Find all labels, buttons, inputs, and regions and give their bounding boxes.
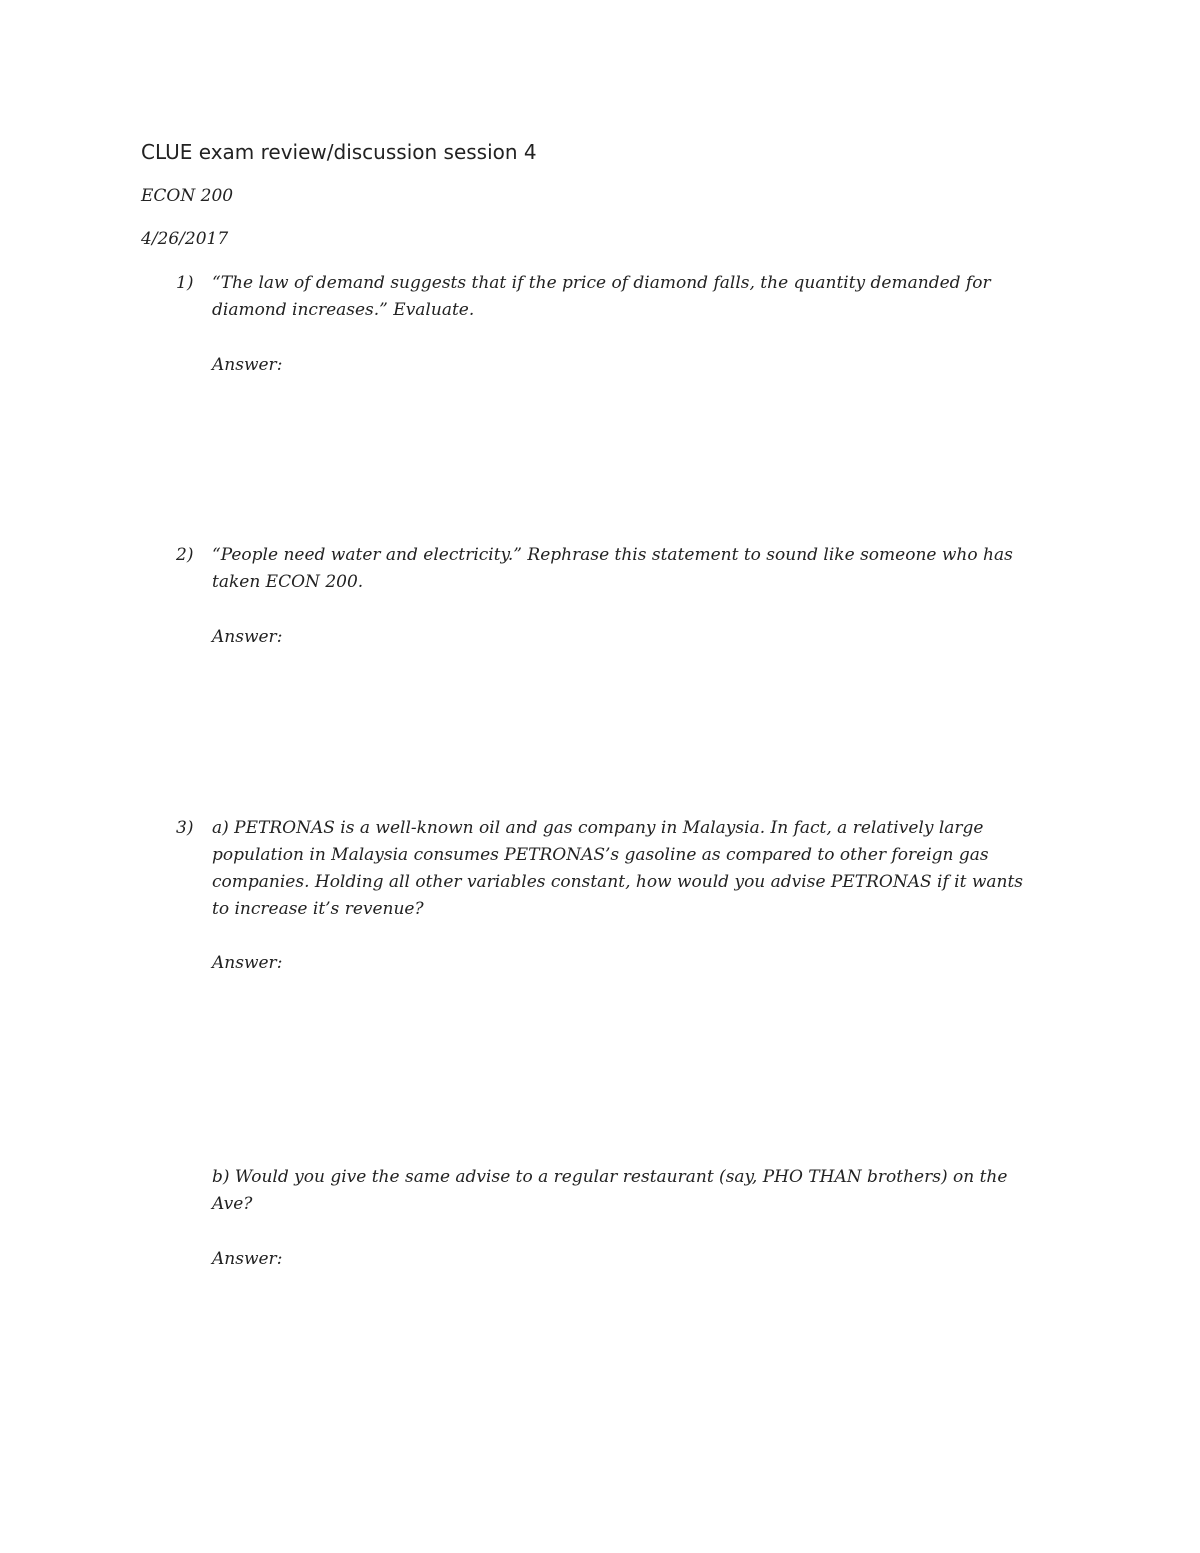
question-2-answer-label: Answer: xyxy=(212,627,283,647)
document-title: CLUE exam review/discussion session 4 xyxy=(141,140,537,164)
question-3b-answer-label: Answer: xyxy=(212,1249,283,1269)
question-3a-line-2: population in Malaysia consumes PETRONAS’s gasoline as compared to other foreign gas xyxy=(212,845,989,865)
question-1-line-2: diamond increases.” Evaluate. xyxy=(212,300,475,320)
question-2-number: 2) xyxy=(176,545,194,565)
question-3a-line-3: companies. Holding all other variables constant, how would you advise PETRONAS if it wants xyxy=(212,872,1024,892)
question-1-number: 1) xyxy=(176,273,194,293)
question-2-line-1: “People need water and electricity.” Rephrase this statement to sound like someone who has xyxy=(212,545,1013,565)
course-name: ECON 200 xyxy=(141,186,234,206)
question-3a-line-1: a) PETRONAS is a well-known oil and gas company in Malaysia. In fact, a relatively large xyxy=(212,818,984,838)
question-3a-answer-label: Answer: xyxy=(212,953,283,973)
document-date: 4/26/2017 xyxy=(141,229,229,249)
question-3b-line-1: b) Would you give the same advise to a regular restaurant (say, PHO THAN brothers) on the xyxy=(212,1167,1008,1187)
question-1-answer-label: Answer: xyxy=(212,355,283,375)
question-1-line-1: “The law of demand suggests that if the price of diamond falls, the quantity demanded for xyxy=(212,273,991,293)
question-2-line-2: taken ECON 200. xyxy=(212,572,364,592)
question-3-number: 3) xyxy=(176,818,194,838)
question-3a-line-4: to increase it’s revenue? xyxy=(212,899,424,919)
question-3b-line-2: Ave? xyxy=(212,1194,253,1214)
